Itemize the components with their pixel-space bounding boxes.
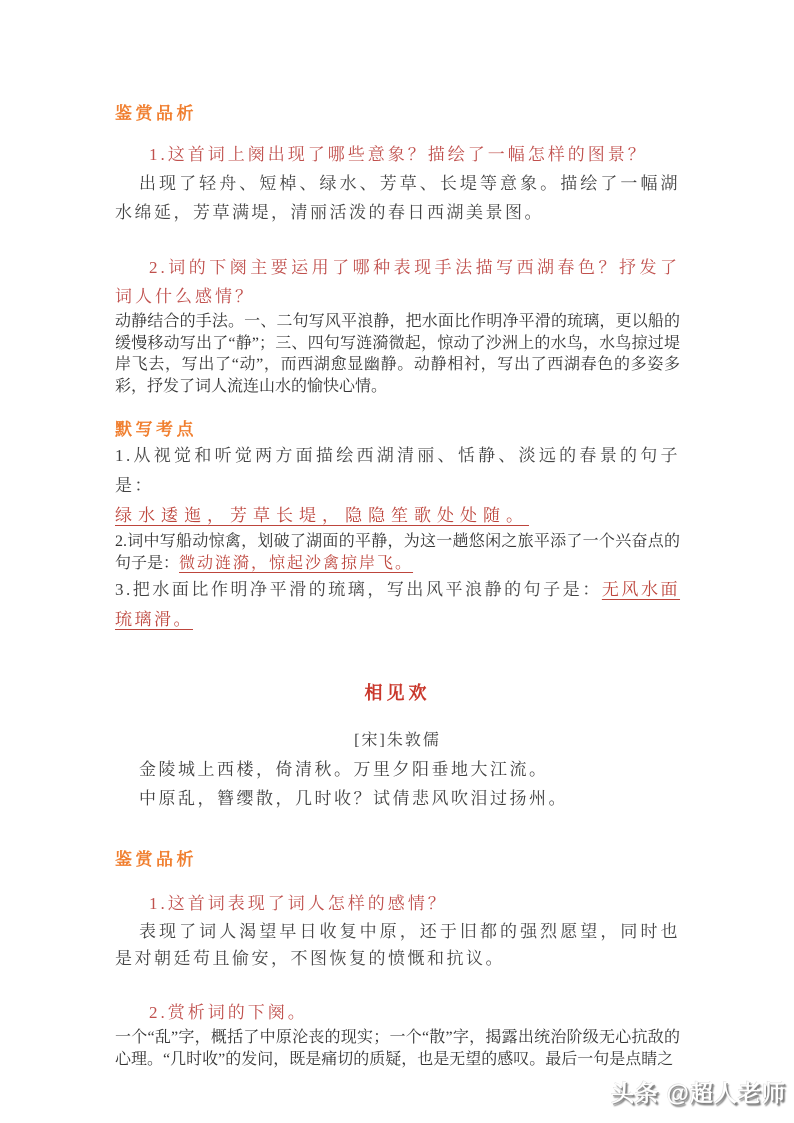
poem-title: 相见欢 [364, 683, 431, 703]
section-heading-appreciation-1: 鉴赏品析 [115, 104, 197, 123]
dictation-item-1-prompt: 1.从视觉和听觉两方面描绘西湖清丽、恬静、淡远的春景的句子是： [115, 446, 680, 495]
poem-author: [宋]朱敦儒 [354, 732, 441, 749]
appreciation2-question-1: 1.这首词表现了词人怎样的感情？ [149, 894, 448, 913]
dictation-answer-1-text: 绿水逶迤，芳草长堤，隐隐笙歌处处随。 [115, 506, 529, 525]
appreciation1-question-1: 1.这首词上阕出现了哪些意象？描绘了一幅怎样的图景？ [149, 145, 648, 164]
section-heading-dictation: 默写考点 [115, 420, 197, 439]
appreciation2-question-2: 2.赏析词的下阕。 [149, 1003, 308, 1022]
appreciation1-question-2: 2.词的下阕主要运用了哪种表现手法描写西湖春色？抒发了词人什么感情？ [115, 258, 680, 306]
dictation-item-1-answer [115, 501, 680, 531]
dictation-answer-3-text: 无风水面琉璃滑。 [115, 580, 681, 629]
dictation-item-2-prompt: 2.词中写船动惊禽，划破了湖面的平静，为这一趟悠闲之旅平添了一个兴奋点的句子是： [115, 533, 680, 572]
poem-line-2: 中原乱，簪缨散，几时收？试倩悲风吹泪过扬州。 [139, 789, 568, 808]
appreciation2-answer-1: 表现了词人渴望早日收复中原，还于旧都的强烈愿望，同时也是对朝廷苟且偷安，不图恢复的愤慨和抗议。 [115, 922, 680, 968]
poem-line-1: 金陵城上西楼，倚清秋。万里夕阳垂地大江流。 [139, 760, 549, 779]
dictation-answer-2-text: 微动涟漪，惊起沙禽掠岸飞。 [179, 555, 414, 572]
dictation-item-3-prompt: 3.把水面比作明净平滑的琉璃，写出风平浪静的句子是： [115, 580, 602, 599]
appreciation1-answer-2: 动静结合的手法。一、二句写风平浪静，把水面比作明净平滑的琉璃，更以船的缓慢移动写出了“静”；三、四句写涟漪微起，惊动了沙洲上的水鸟，水鸟掠过堤岸飞去，写出了“动”，而西湖愈显幽静。动静相衬，写出了西湖春色的多姿多彩，抒发了词人流连山水的愉快心情。 [115, 313, 680, 395]
appreciation1-answer-1: 出现了轻舟、短棹、绿水、芳草、长堤等意象。描绘了一幅湖水绵延，芳草满堤，清丽活泼的春日西湖美景图。 [115, 174, 680, 222]
dictation-item-2 [115, 531, 680, 575]
watermark-toutiao-author: 头条 @超人老师 [611, 1080, 786, 1106]
dictation-item-3 [115, 575, 680, 635]
appreciation2-answer-2: 一个“乱”字，概括了中原沦丧的现实；一个“散”字，揭露出统治阶级无心抗敌的心理。“几时收”的发问，既是痛切的质疑，也是无望的感叹。最后一句是点睛之 [115, 1029, 680, 1068]
section-heading-appreciation-2: 鉴赏品析 [115, 850, 197, 869]
